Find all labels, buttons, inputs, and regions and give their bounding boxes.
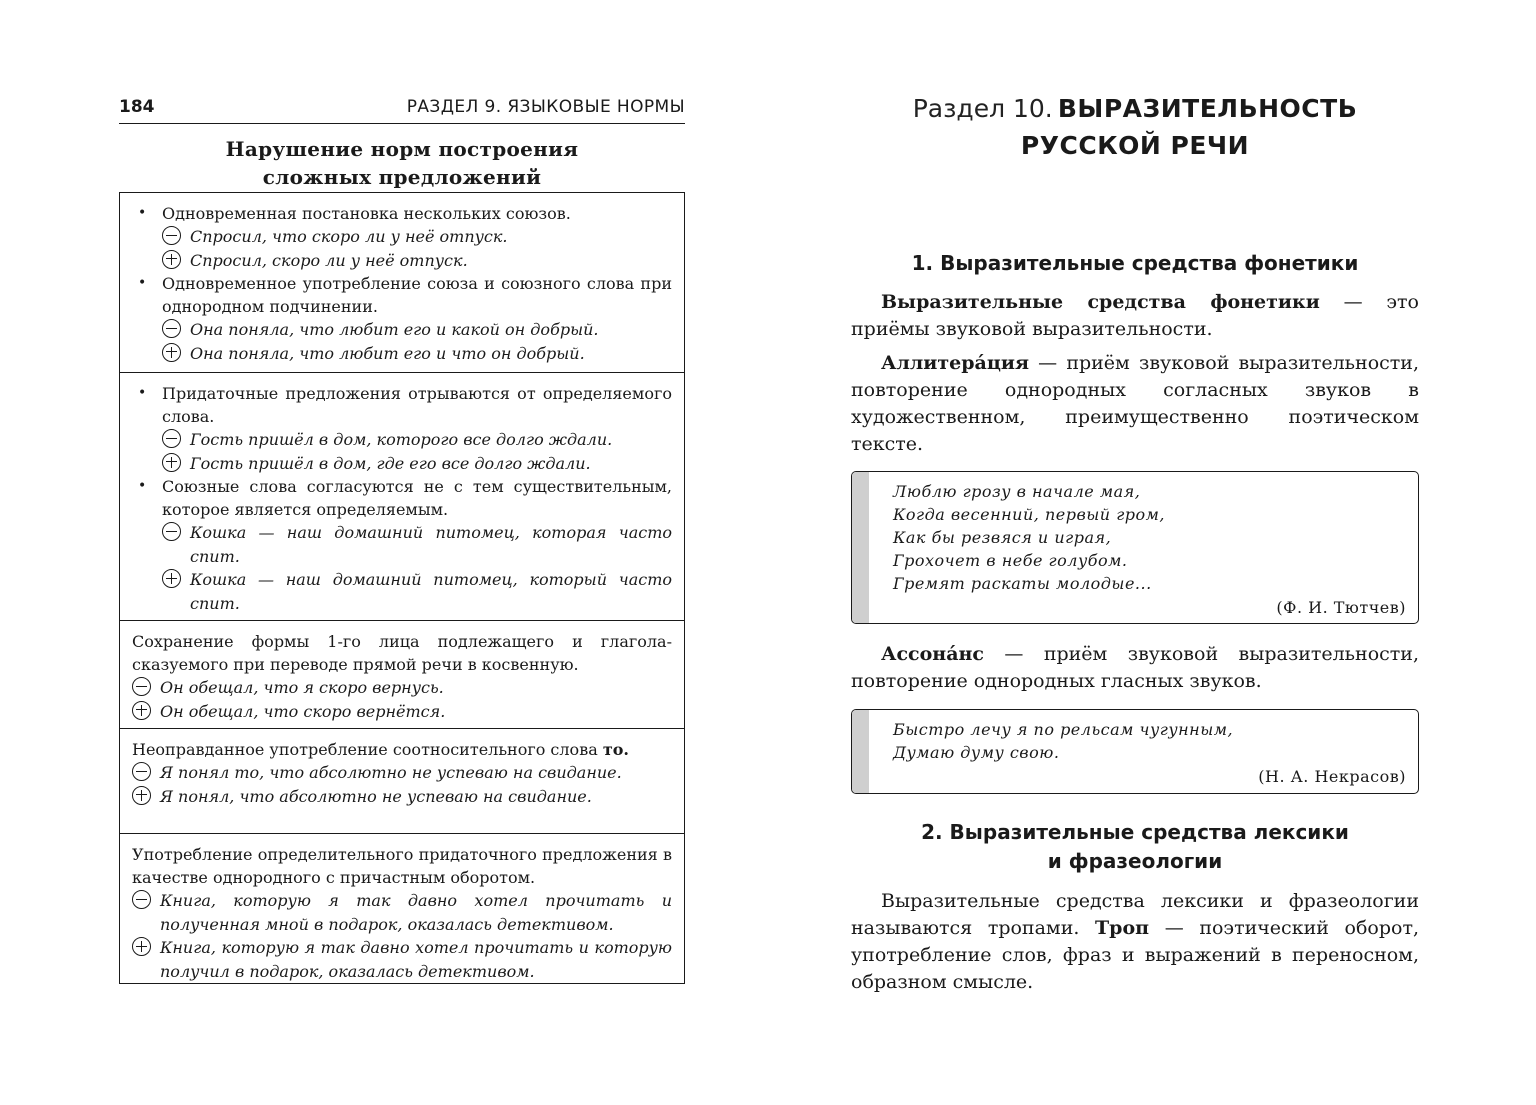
paragraph-tropes: Выразительные средства лексики и фразеологии называются тропами. Троп — поэтический оборот, употребление слов, фраз и выражений в переносном, образном смысле. (851, 890, 1419, 993)
poem-line: Быстро лечу я по рельсам чугунным, (893, 720, 1234, 739)
quote-author: (Н. А. Некрасов) (1258, 767, 1406, 786)
rule-text: Неоправданное употребление соотносительного слова то. (132, 740, 629, 759)
paragraph-alliteration: Аллитера́ция — приём звуковой выразительности, повторение однородных согласных звуков в художественном, преимущественно поэтическом тексте. (851, 352, 1419, 455)
page-number: 184 (119, 97, 155, 117)
correct-example: Кошка — наш домашний питомец, который часто спит. (132, 568, 672, 615)
plus-icon (132, 786, 151, 805)
running-head (119, 95, 685, 124)
correct-example: Спросил, скоро ли у неё отпуск. (132, 249, 672, 273)
wrong-example: Кошка — наш домашний питомец, которая часто спит. (132, 521, 672, 568)
quote-box-nekrasov (851, 709, 1419, 794)
table-title-line1: Нарушение норм построения (225, 137, 579, 161)
wrong-example: Книга, которую я так давно хотел прочитать и полученная мной в подарок, оказалась детективом. (132, 889, 672, 936)
poem-line: Грохочет в небе голубом. (893, 551, 1128, 570)
correct-example: Я понял, что абсолютно не успеваю на свидание. (132, 785, 672, 809)
rule-bold-word: то. (602, 740, 629, 759)
plus-icon (132, 701, 151, 720)
rule-text: • Одновременное употребление союза и союзного слова при однородном подчинении. (132, 272, 672, 318)
right-page (851, 0, 1419, 1105)
chapter-title (851, 92, 1419, 163)
table-row (120, 193, 684, 372)
poem-lines (852, 472, 1418, 595)
wrong-example: Она поняла, что любит его и какой он добрый. (132, 318, 672, 342)
plus-icon (162, 250, 181, 269)
rule-text: Употребление определительного придаточного предложения в качестве однородного с причастным оборотом. (132, 845, 672, 887)
heading-phonetics: 1. Выразительные средства фонетики (911, 251, 1359, 275)
poem-line: Гремят раскаты молодые... (893, 574, 1152, 593)
chapter-title-line2: РУССКОЙ РЕЧИ (1020, 131, 1250, 160)
rule-text: • Придаточные предложения отрываются от определяемого слова. (132, 382, 672, 428)
plus-icon (162, 569, 181, 588)
minus-icon (132, 677, 151, 696)
quote-box-tyutchev (851, 471, 1419, 624)
wrong-example: Он обещал, что я скоро вернусь. (132, 676, 672, 700)
minus-icon (162, 319, 181, 338)
plus-icon (162, 343, 181, 362)
paragraph-assonance: Ассона́нс — приём звуковой выразительности, повторение однородных гласных звуков. (851, 643, 1419, 692)
chapter-title-line1: ВЫРАЗИТЕЛЬНОСТЬ (1057, 94, 1358, 123)
left-page (119, 0, 685, 1105)
rule-text: • Союзные слова согласуются не с тем существительным, которое является определяемым. (132, 475, 672, 521)
heading-lexis: 2. Выразительные средства лексики и фразеологии (921, 820, 1349, 873)
section-header: РАЗДЕЛ 9. ЯЗЫКОВЫЕ НОРМЫ (406, 97, 685, 117)
table-row (120, 728, 684, 833)
poem-lines (852, 710, 1418, 764)
minus-icon (162, 522, 181, 541)
rule-text: • Одновременная постановка нескольких союзов. (132, 202, 672, 225)
minus-icon (162, 429, 181, 448)
minus-icon (162, 226, 181, 245)
minus-icon (132, 890, 151, 909)
poem-line: Думаю думу свою. (893, 743, 1060, 762)
plus-icon (162, 453, 181, 472)
quote-author: (Ф. И. Тютчев) (1276, 598, 1406, 617)
rule-text: Сохранение формы 1-го лица подлежащего и глагола-сказуемого при переводе прямой речи в косвенную. (132, 632, 672, 674)
plus-icon (132, 937, 151, 956)
paragraph-phonetics-definition: Выразительные средства фонетики — это приёмы звуковой выразительности. (851, 291, 1419, 340)
correct-example: Она поняла, что любит его и что он добрый. (132, 342, 672, 366)
quote-bar (852, 710, 869, 793)
correct-example: Гость пришёл в дом, где его все долго ждали. (132, 452, 672, 476)
table-title-line2: сложных предложений (262, 165, 542, 189)
table-row (120, 833, 684, 983)
table-row (120, 620, 684, 728)
minus-icon (132, 762, 151, 781)
norms-table (119, 192, 685, 984)
wrong-example: Гость пришёл в дом, которого все долго ждали. (132, 428, 672, 452)
wrong-example: Спросил, что скоро ли у неё отпуск. (132, 225, 672, 249)
chapter-label: Раздел 10. (912, 94, 1053, 123)
table-title (119, 135, 685, 191)
poem-line: Люблю грозу в начале мая, (893, 482, 1141, 501)
wrong-example: Я понял то, что абсолютно не успеваю на свидание. (132, 761, 672, 785)
table-row (120, 372, 684, 620)
quote-bar (852, 472, 869, 623)
poem-line: Как бы резвяся и играя, (893, 528, 1112, 547)
correct-example: Он обещал, что скоро вернётся. (132, 700, 672, 724)
correct-example: Книга, которую я так давно хотел прочитать и которую получил в подарок, оказалась детективом. (132, 936, 672, 983)
poem-line: Когда весенний, первый гром, (893, 505, 1165, 524)
